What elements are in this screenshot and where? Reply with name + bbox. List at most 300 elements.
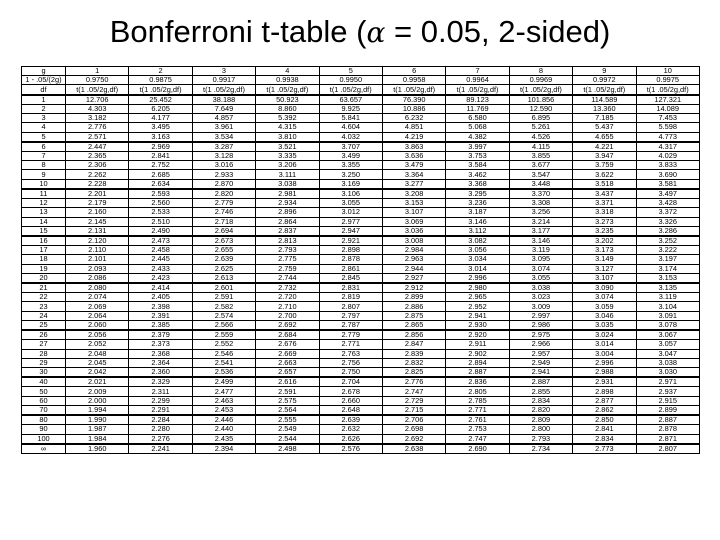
table-cell: 2.694 (192, 226, 255, 236)
table-cell: 2.747 (446, 434, 509, 444)
table-cell: 2.793 (256, 246, 319, 255)
table-cell: 2.776 (66, 123, 129, 132)
table-row (22, 415, 700, 425)
table-cell: 2.692 (256, 320, 319, 330)
table-cell: 2.616 (256, 377, 319, 387)
table-cell: 2.064 (66, 311, 129, 320)
table-cell: 3.016 (192, 161, 255, 170)
table-cell: 14.089 (636, 104, 699, 113)
row-label: 21 (22, 283, 66, 293)
table-cell: 2.593 (129, 189, 192, 199)
row-label: 90 (22, 425, 66, 434)
table-cell: 2.626 (319, 434, 382, 444)
table-row (22, 123, 700, 132)
table-cell: 2.533 (129, 208, 192, 217)
table-cell: 3.295 (446, 189, 509, 199)
table-cell: 3.810 (256, 132, 319, 142)
table-cell: 3.012 (319, 208, 382, 217)
table-cell: 2.841 (573, 425, 636, 434)
table-cell: 2.898 (319, 246, 382, 255)
table-cell: 2.700 (256, 311, 319, 320)
row-label: 70 (22, 405, 66, 415)
table-cell: 2.576 (319, 444, 382, 454)
table-row (22, 199, 700, 208)
table-cell: 6.232 (382, 114, 445, 123)
table-cell: t(1 .05/2g,df) (573, 85, 636, 95)
table-cell: 3.169 (319, 179, 382, 189)
table-cell: 2.996 (446, 273, 509, 283)
table-cell: 10 (636, 67, 699, 76)
table-cell: 2.660 (319, 396, 382, 405)
table-cell: 2.820 (509, 405, 572, 415)
table-cell: 3.035 (573, 320, 636, 330)
table-cell: 2.373 (129, 340, 192, 349)
table-cell: 4.526 (509, 132, 572, 142)
table-cell: 4.221 (573, 142, 636, 152)
table-row (22, 283, 700, 293)
table-cell: 4.604 (319, 123, 382, 132)
row-label: 22 (22, 293, 66, 302)
table-cell: 9 (573, 67, 636, 76)
row-label: 27 (22, 340, 66, 349)
table-cell: 2.894 (446, 358, 509, 367)
table-cell: 3.497 (636, 189, 699, 199)
table-cell: 2.747 (382, 387, 445, 396)
table-cell: 2.980 (446, 283, 509, 293)
table-cell: 2.965 (446, 293, 509, 302)
table-cell: 2.423 (129, 273, 192, 283)
table-cell: 2.793 (509, 434, 572, 444)
table-cell: 2.690 (446, 444, 509, 454)
table-cell: t(1 .05/2g,df) (66, 85, 129, 95)
table-cell: 2.775 (256, 255, 319, 264)
table-cell: 0.9964 (446, 76, 509, 85)
table-cell: 2.920 (446, 330, 509, 340)
row-label: 14 (22, 217, 66, 226)
table-row (22, 114, 700, 123)
table-cell: 38.188 (192, 95, 255, 105)
row-label: 6 (22, 142, 66, 152)
table-cell: 50.923 (256, 95, 319, 105)
table-cell: 2.746 (192, 208, 255, 217)
table-row (22, 273, 700, 283)
table-cell: 2.825 (382, 368, 445, 378)
table-cell: 3.437 (573, 189, 636, 199)
table-cell: 3.863 (382, 142, 445, 152)
table-cell: 3.038 (509, 283, 572, 293)
table-cell: 2.536 (192, 368, 255, 378)
table-cell: 2.957 (509, 349, 572, 358)
row-label: 5 (22, 132, 66, 142)
bonferroni-t-table (21, 66, 700, 454)
table-cell: 2.544 (256, 434, 319, 444)
table-cell: 0.9972 (573, 76, 636, 85)
table-cell: 2.947 (319, 226, 382, 236)
table-cell: 2.086 (66, 273, 129, 283)
table-cell: 3.174 (636, 264, 699, 273)
table-cell: 2.834 (509, 396, 572, 405)
table-cell: 2.201 (66, 189, 129, 199)
table-cell: 2.632 (319, 425, 382, 434)
table-cell: 2.896 (256, 208, 319, 217)
table-row (22, 151, 700, 160)
table-cell: 2.684 (256, 330, 319, 340)
table-cell: 2.663 (256, 358, 319, 367)
table-cell: 2.445 (129, 255, 192, 264)
table-cell: 2.944 (382, 264, 445, 273)
row-label: 80 (22, 415, 66, 425)
table-cell: 3.318 (573, 208, 636, 217)
table-cell: 2.997 (509, 311, 572, 320)
table-cell: 63.657 (319, 95, 382, 105)
table-row (22, 95, 700, 105)
table-cell: 2.734 (509, 444, 572, 454)
table-row (22, 377, 700, 387)
table-row (22, 142, 700, 152)
table-cell: 2.510 (129, 217, 192, 226)
table-cell: 3.222 (636, 246, 699, 255)
table-cell: 2.391 (129, 311, 192, 320)
table-cell: 4.219 (382, 132, 445, 142)
table-cell: 2.819 (319, 293, 382, 302)
table-cell: 3.584 (446, 161, 509, 170)
row-label: 26 (22, 330, 66, 340)
table-cell: 0.9938 (256, 76, 319, 85)
table-cell: 3.008 (382, 236, 445, 246)
table-cell: 2.952 (446, 302, 509, 311)
table-cell: 2.499 (192, 377, 255, 387)
table-cell: 5.392 (256, 114, 319, 123)
table-cell: 4.773 (636, 132, 699, 142)
table-cell: 89.123 (446, 95, 509, 105)
table-cell: 2.306 (66, 161, 129, 170)
table-cell: 2.877 (573, 396, 636, 405)
row-label: 23 (22, 302, 66, 311)
table-cell: 2.927 (382, 273, 445, 283)
table-cell: 2.490 (129, 226, 192, 236)
table-cell: 2.949 (509, 358, 572, 367)
table-cell: 2.613 (192, 273, 255, 283)
table-cell: 1.984 (66, 434, 129, 444)
table-cell: 2.771 (446, 405, 509, 415)
table-cell: 2.715 (382, 405, 445, 415)
table-cell: 2.160 (66, 208, 129, 217)
table-cell: 3.534 (192, 132, 255, 142)
table-cell: 2.179 (66, 199, 129, 208)
table-cell: 2.559 (192, 330, 255, 340)
table-cell: 3.056 (446, 246, 509, 255)
table-cell: 2.856 (382, 330, 445, 340)
table-cell: 3.119 (636, 293, 699, 302)
table-row (22, 246, 700, 255)
table-cell: 2.433 (129, 264, 192, 273)
table-cell: 3.235 (573, 226, 636, 236)
table-cell: 3.521 (256, 142, 319, 152)
table-cell: 2.280 (129, 425, 192, 434)
table-cell: 2.706 (382, 415, 445, 425)
table-row (22, 236, 700, 246)
table-cell: 4.317 (636, 142, 699, 152)
table-cell: 2 (129, 67, 192, 76)
table-row (22, 434, 700, 444)
table-cell: 4.655 (573, 132, 636, 142)
row-label: 11 (22, 189, 66, 199)
row-label: 1 - .05/(2g) (22, 76, 66, 85)
table-cell: 2.131 (66, 226, 129, 236)
table-cell: 2.865 (382, 320, 445, 330)
table-cell: 2.394 (192, 444, 255, 454)
table-cell: 2.657 (256, 368, 319, 378)
table-cell: 2.477 (192, 387, 255, 396)
table-row (22, 217, 700, 226)
table-cell: 2.639 (192, 255, 255, 264)
table-cell: 3.111 (256, 170, 319, 179)
row-label: 8 (22, 161, 66, 170)
table-cell: 3.256 (509, 208, 572, 217)
table-cell: 2.414 (129, 283, 192, 293)
table-cell: 2.678 (319, 387, 382, 396)
table-cell: 2.752 (129, 161, 192, 170)
table-cell: 4.177 (129, 114, 192, 123)
table-cell: 114.589 (573, 95, 636, 105)
row-label: 24 (22, 311, 66, 320)
table-cell: 2.839 (382, 349, 445, 358)
table-cell: 3.173 (573, 246, 636, 255)
table-cell: 12.590 (509, 104, 572, 113)
table-cell: 2.981 (256, 189, 319, 199)
table-cell: 3.095 (509, 255, 572, 264)
table-cell: 2.566 (192, 320, 255, 330)
table-cell: 2.915 (636, 396, 699, 405)
table-cell: 2.228 (66, 179, 129, 189)
table-cell: 2.546 (192, 349, 255, 358)
table-cell: 3.581 (636, 179, 699, 189)
table-cell: 3.273 (573, 217, 636, 226)
table-cell: 3.202 (573, 236, 636, 246)
table-cell: 2.446 (192, 415, 255, 425)
table-cell: 2.311 (129, 387, 192, 396)
table-cell: 2.763 (319, 349, 382, 358)
table-cell: 2.549 (256, 425, 319, 434)
table-cell: 2.262 (66, 170, 129, 179)
table-cell: 2.120 (66, 236, 129, 246)
table-cell: 2.753 (446, 425, 509, 434)
table-cell: 2.710 (256, 302, 319, 311)
table-cell: 3.214 (509, 217, 572, 226)
row-label: 1 (22, 95, 66, 105)
table-cell: 2.060 (66, 320, 129, 330)
table-cell: 3.961 (192, 123, 255, 132)
table-cell: 3.127 (573, 264, 636, 273)
table-cell: 3.014 (573, 340, 636, 349)
table-row (22, 189, 700, 199)
table-row (22, 264, 700, 273)
table-cell: 2.692 (382, 434, 445, 444)
table-cell: 3.023 (509, 293, 572, 302)
table-row (22, 293, 700, 302)
table-cell: 3.753 (446, 151, 509, 160)
table-cell: 2.625 (192, 264, 255, 273)
table-cell: 3.107 (382, 208, 445, 217)
table-cell: 3.997 (446, 142, 509, 152)
row-label: 9 (22, 170, 66, 179)
table-cell: 2.685 (129, 170, 192, 179)
table-cell: 5 (319, 67, 382, 76)
row-label: 20 (22, 273, 66, 283)
table-cell: 1 (66, 67, 129, 76)
row-label: 13 (22, 208, 66, 217)
row-label: 3 (22, 114, 66, 123)
table-cell: 2.498 (256, 444, 319, 454)
table-cell: 11.769 (446, 104, 509, 113)
table-cell: 3.146 (446, 217, 509, 226)
table-cell: 3.119 (509, 246, 572, 255)
table-cell: 9.925 (319, 104, 382, 113)
table-cell: 2.871 (636, 434, 699, 444)
table-cell: 2.365 (66, 151, 129, 160)
table-cell: 2.809 (509, 415, 572, 425)
table-cell: 3.326 (636, 217, 699, 226)
table-cell: 7.185 (573, 114, 636, 123)
table-cell: 3.236 (446, 199, 509, 208)
table-row (22, 444, 700, 454)
table-cell: 3.947 (573, 151, 636, 160)
row-label: g (22, 67, 66, 76)
table-cell: 3.153 (382, 199, 445, 208)
table-cell: 3.074 (573, 293, 636, 302)
table-cell: 3.038 (636, 358, 699, 367)
table-cell: 3.128 (192, 151, 255, 160)
table-cell: 2.458 (129, 246, 192, 255)
table-cell: 2.042 (66, 368, 129, 378)
table-row (22, 387, 700, 396)
table-cell: 3.759 (573, 161, 636, 170)
table-cell: 3.355 (319, 161, 382, 170)
table-row (22, 161, 700, 170)
table-cell: 0.9950 (319, 76, 382, 85)
table-cell: 2.591 (192, 293, 255, 302)
table-cell: 7 (446, 67, 509, 76)
table-cell: 3.308 (509, 199, 572, 208)
table-cell: 2.887 (446, 368, 509, 378)
table-cell: 1.990 (66, 415, 129, 425)
table-cell: 2.398 (129, 302, 192, 311)
table-cell: 2.582 (192, 302, 255, 311)
table-cell: 2.996 (573, 358, 636, 367)
row-label: 12 (22, 199, 66, 208)
table-cell: 2.807 (636, 444, 699, 454)
table-cell: 3.074 (509, 264, 572, 273)
table-cell: 3.370 (509, 189, 572, 199)
table-cell: 3.690 (636, 170, 699, 179)
table-cell: 4.851 (382, 123, 445, 132)
table-cell: 2.698 (382, 425, 445, 434)
table-cell: 3.518 (573, 179, 636, 189)
table-cell: 2.813 (256, 236, 319, 246)
table-cell: 2.878 (319, 255, 382, 264)
table-cell: 2.639 (319, 415, 382, 425)
row-label: 100 (22, 434, 66, 444)
table-cell: 3.047 (636, 349, 699, 358)
table-cell: 3.009 (509, 302, 572, 311)
table-cell: 2.720 (256, 293, 319, 302)
table-cell: 3.078 (636, 320, 699, 330)
table-cell: 13.360 (573, 104, 636, 113)
table-cell: 6 (382, 67, 445, 76)
table-cell: 2.779 (319, 330, 382, 340)
table-cell: 2.276 (129, 434, 192, 444)
table-cell: 4.382 (446, 132, 509, 142)
table-cell: 2.750 (319, 368, 382, 378)
table-cell: 3.499 (319, 151, 382, 160)
table-cell: 2.899 (382, 293, 445, 302)
table-cell: 2.886 (382, 302, 445, 311)
alpha-symbol: α (366, 16, 386, 49)
table-cell: 101.856 (509, 95, 572, 105)
table-cell: 2.440 (192, 425, 255, 434)
table-cell: 2.861 (319, 264, 382, 273)
table-cell: 3.250 (319, 170, 382, 179)
row-label: 17 (22, 246, 66, 255)
table-cell: 7.649 (192, 104, 255, 113)
table-cell: 2.291 (129, 405, 192, 415)
table-cell: 2.756 (319, 358, 382, 367)
table-cell: 2.850 (573, 415, 636, 425)
table-row (22, 170, 700, 179)
table-row (22, 320, 700, 330)
table-cell: 2.887 (636, 415, 699, 425)
table-cell: 2.941 (446, 311, 509, 320)
table-cell: 2.759 (256, 264, 319, 273)
table-cell: 3.277 (382, 179, 445, 189)
table-cell: 2.074 (66, 293, 129, 302)
table-row (22, 179, 700, 189)
table-cell: 3.364 (382, 170, 445, 179)
table-cell: 2.718 (192, 217, 255, 226)
table-cell: 2.379 (129, 330, 192, 340)
table-cell: 3.149 (573, 255, 636, 264)
table-cell: 2.045 (66, 358, 129, 367)
table-cell: 2.069 (66, 302, 129, 311)
table-cell: 3 (192, 67, 255, 76)
row-label: df (22, 85, 66, 95)
table-cell: 3.371 (573, 199, 636, 208)
table-cell: 3.547 (509, 170, 572, 179)
table-cell: 2.899 (636, 405, 699, 415)
table-cell: t(1 .05/2g,df) (319, 85, 382, 95)
table-cell: 3.106 (319, 189, 382, 199)
row-label: 60 (22, 396, 66, 405)
table-cell: 6.580 (446, 114, 509, 123)
table-cell: 2.845 (319, 273, 382, 283)
table-cell: 2.463 (192, 396, 255, 405)
table-cell: 3.707 (319, 142, 382, 152)
table-cell: 3.208 (382, 189, 445, 199)
table-cell: 2.902 (446, 349, 509, 358)
table-cell: 2.080 (66, 283, 129, 293)
table-cell: 2.676 (256, 340, 319, 349)
table-cell: 2.101 (66, 255, 129, 264)
table-cell: 2.564 (256, 405, 319, 415)
table-cell: 3.146 (509, 236, 572, 246)
table-row (22, 425, 700, 434)
row-label: 28 (22, 349, 66, 358)
table-cell: 3.182 (66, 114, 129, 123)
table-cell: 2.473 (129, 236, 192, 246)
table-cell: 3.677 (509, 161, 572, 170)
row-label: 15 (22, 226, 66, 236)
table-cell: 3.252 (636, 236, 699, 246)
